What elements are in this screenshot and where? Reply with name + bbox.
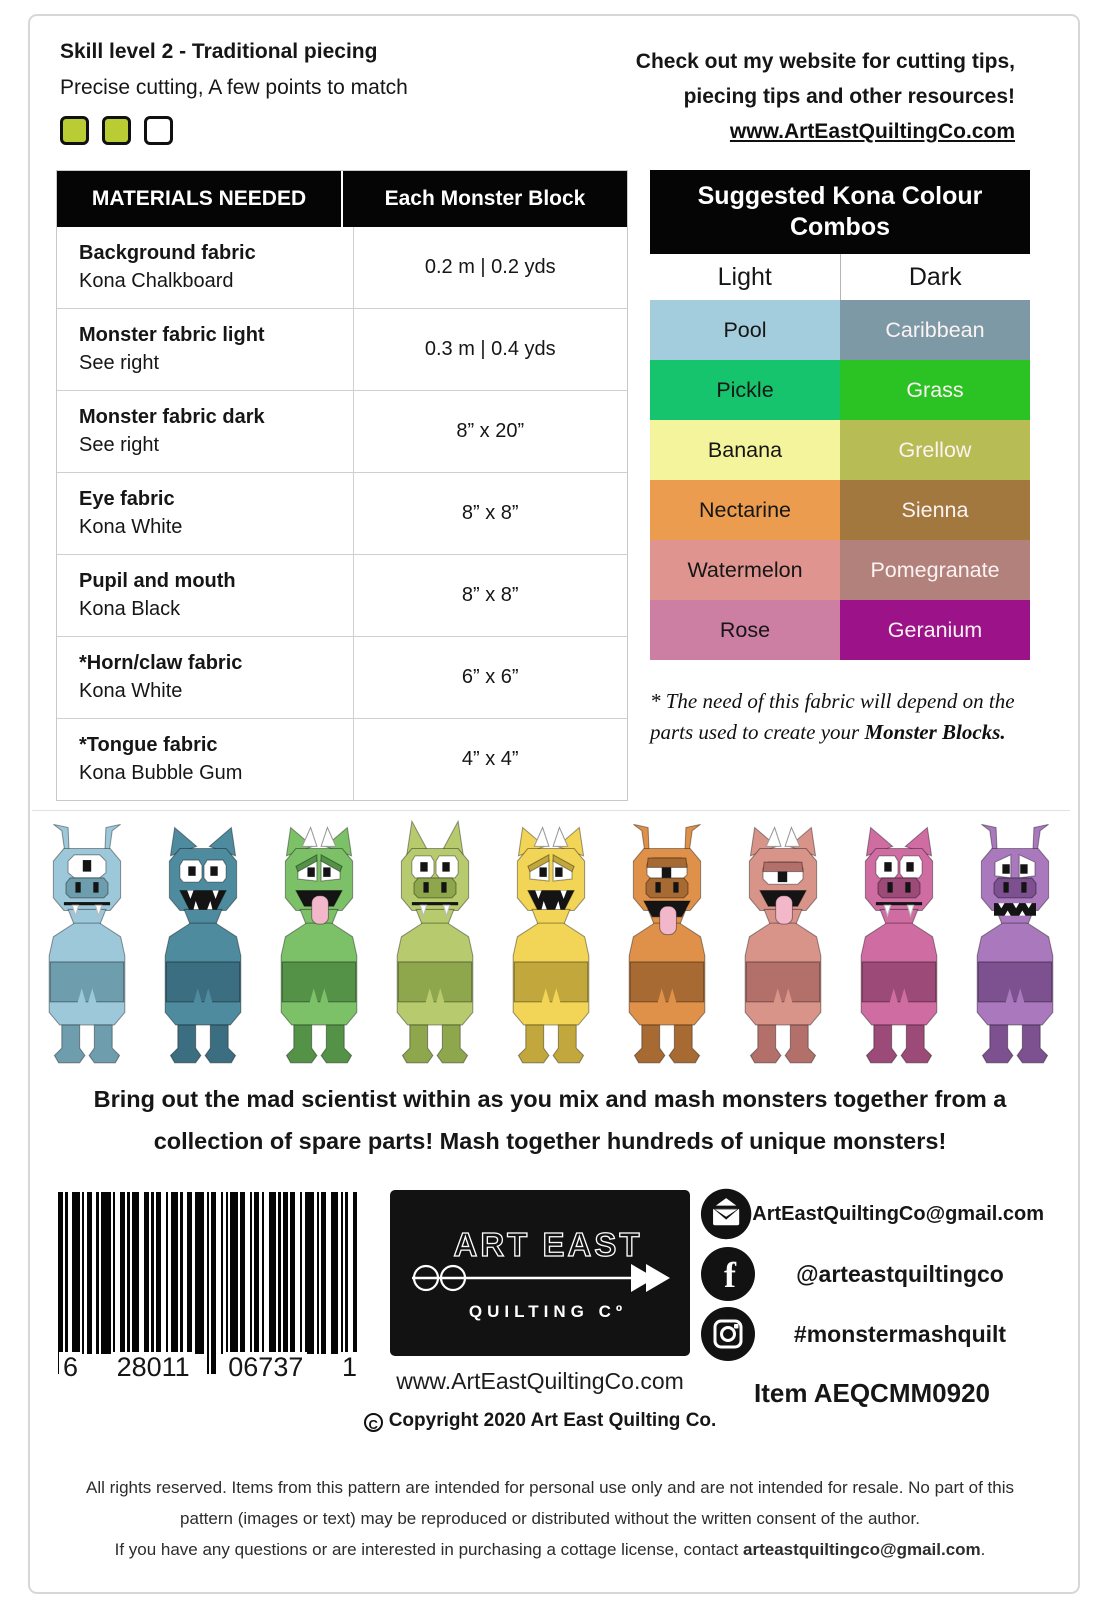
kona-light-swatch: Pool — [650, 300, 840, 360]
art-east-logo — [390, 1190, 690, 1356]
material-name-cell — [57, 719, 353, 800]
skill-squares — [60, 116, 408, 145]
barcode-bar — [240, 1192, 245, 1354]
caribbean-monster — [148, 817, 258, 1067]
barcode — [58, 1192, 362, 1383]
barcode-bar — [166, 1192, 168, 1354]
grass-monster — [264, 817, 374, 1067]
material-name-cell — [57, 637, 353, 718]
material-amount: 8” x 20” — [353, 391, 628, 472]
footer-website: www.ArtEastQuiltingCo.com — [396, 1368, 684, 1394]
kona-rows — [650, 300, 1030, 660]
barcode-bar — [341, 1192, 343, 1354]
barcode-bar — [321, 1192, 326, 1354]
tagline — [0, 1078, 1100, 1162]
material-name: Eye fabric — [79, 488, 175, 510]
materials-table-header — [57, 171, 627, 227]
social-row — [700, 1184, 1044, 1244]
item-number: Item AEQCMM0920 — [754, 1378, 990, 1408]
materials-row — [57, 227, 627, 308]
material-name-cell — [57, 473, 353, 554]
monster-illustrations — [32, 810, 1070, 1064]
barcode-bar — [82, 1192, 84, 1354]
material-amount: 4” x 4” — [353, 719, 628, 800]
footnote-bold: Monster Blocks. — [864, 720, 1006, 744]
material-amount: 6” x 6” — [353, 637, 628, 718]
materials-row — [57, 472, 627, 554]
kona-row — [650, 360, 1030, 420]
kona-light-swatch: Watermelon — [650, 540, 840, 600]
barcode-bar — [58, 1192, 63, 1374]
barcode-bar — [171, 1192, 178, 1354]
material-name-cell — [57, 227, 353, 308]
barcode-bars — [58, 1192, 362, 1374]
barcode-digit-group: 06737 — [224, 1352, 307, 1383]
barcode-bar — [101, 1192, 111, 1354]
barcode-bar — [151, 1192, 153, 1354]
watermelon-monster — [728, 817, 838, 1067]
legal-line-3: If you have any questions or are interested in purchasing a cottage license, contact arteastquiltingco@gmail.com. — [114, 1540, 986, 1559]
skill-level-block — [60, 40, 408, 145]
copyright-text: Copyright 2020 Art East Quilting Co. — [388, 1410, 717, 1431]
material-amount: 0.2 m | 0.2 yds — [353, 227, 628, 308]
barcode-bar — [345, 1192, 347, 1374]
social-links — [700, 1184, 1044, 1364]
barcode-bar — [254, 1192, 259, 1354]
footnote-text: * The need of this fabric will depend on the parts used to create your — [650, 689, 1015, 744]
facebook-icon — [700, 1246, 756, 1302]
instagram-icon — [700, 1306, 756, 1362]
barcode-digit-group: 6 — [59, 1352, 82, 1383]
material-amount: 8” x 8” — [353, 555, 628, 636]
barcode-bar — [262, 1192, 264, 1354]
kona-dark-swatch: Grellow — [840, 420, 1030, 480]
barcode-bar — [65, 1192, 67, 1374]
barcode-digit-group: 1 — [338, 1352, 361, 1383]
barcode-bar — [156, 1192, 161, 1354]
kona-light-swatch: Pickle — [650, 360, 840, 420]
skill-level-title: Skill level 2 - Traditional piecing — [60, 40, 378, 63]
barcode-digit-group: 28011 — [113, 1352, 194, 1383]
materials-row — [57, 390, 627, 472]
barcode-bar — [278, 1192, 280, 1354]
barcode-bar — [187, 1192, 192, 1354]
skill-level-subtitle: Precise cutting, A few points to match — [60, 76, 408, 99]
barcode-bar — [132, 1192, 139, 1354]
material-name: *Tongue fabric — [79, 734, 218, 756]
barcode-bar — [87, 1192, 92, 1354]
material-detail: Kona White — [79, 516, 183, 538]
copyright-symbol: C — [364, 1413, 383, 1432]
kona-dark-swatch: Sienna — [840, 480, 1030, 540]
material-name: Pupil and mouth — [79, 570, 236, 592]
kona-dark-swatch: Geranium — [840, 600, 1030, 660]
website-link[interactable]: www.ArtEastQuiltingCo.com — [729, 120, 1015, 143]
materials-rows — [57, 227, 627, 800]
material-amount: 8” x 8” — [353, 473, 628, 554]
barcode-bar — [290, 1192, 295, 1354]
nectarine-monster — [612, 817, 722, 1067]
material-name: *Horn/claw fabric — [79, 652, 243, 674]
material-detail: See right — [79, 434, 160, 456]
barcode-bar — [221, 1192, 223, 1354]
barcode-bar — [113, 1192, 115, 1354]
logo-subtitle: QUILTING Cº — [468, 1302, 628, 1321]
kona-column-light: Light — [717, 262, 772, 291]
materials-row — [57, 636, 627, 718]
material-name: Monster fabric light — [79, 324, 265, 346]
kona-light-swatch: Nectarine — [650, 480, 840, 540]
kona-column-dark: Dark — [840, 254, 1031, 300]
legal-line-1: All rights reserved. Items from this pattern are intended for personal use only and are not intended for resale. No part of this — [86, 1478, 1014, 1497]
barcode-bar — [269, 1192, 276, 1354]
barcode-bar — [207, 1192, 209, 1374]
kona-table-title: Suggested Kona Colour Combos — [650, 170, 1030, 254]
kona-dark-swatch: Caribbean — [840, 300, 1030, 360]
materials-header-left: MATERIALS NEEDED — [91, 187, 307, 210]
materials-header-right: Each Monster Block — [341, 171, 627, 227]
tagline-line-1: Bring out the mad scientist within as you mix and mash monsters together from a — [93, 1086, 1007, 1112]
material-name-cell — [57, 309, 353, 390]
promo-line-1: Check out my website for cutting tips, — [635, 50, 1015, 73]
material-detail: Kona Chalkboard — [79, 270, 234, 292]
barcode-bar — [317, 1192, 319, 1354]
legal-text — [0, 1472, 1100, 1565]
barcode-bar — [283, 1192, 288, 1354]
kona-row — [650, 600, 1030, 660]
barcode-bar — [230, 1192, 237, 1354]
fabric-footnote — [650, 686, 1036, 748]
kona-dark-swatch: Pomegranate — [840, 540, 1030, 600]
kona-row — [650, 540, 1030, 600]
geranium-monster — [960, 817, 1070, 1067]
barcode-bar — [353, 1192, 358, 1374]
kona-row — [650, 420, 1030, 480]
kona-combos-table — [650, 170, 1030, 660]
barcode-bar — [72, 1192, 79, 1354]
kona-light-swatch: Rose — [650, 600, 840, 660]
social-row — [700, 1244, 1044, 1304]
skill-level-square — [102, 116, 131, 145]
material-name: Monster fabric dark — [79, 406, 265, 428]
kona-dark-swatch: Grass — [840, 360, 1030, 420]
copyright-line — [360, 1410, 720, 1432]
social-handle: #monstermashquilt — [793, 1320, 1007, 1347]
social-handle: @arteastquiltingco — [796, 1260, 1004, 1287]
barcode-bar — [226, 1192, 228, 1354]
barcode-bar — [144, 1192, 149, 1354]
social-handle: ArtEastQuiltingCo@gmail.com — [752, 1202, 1044, 1225]
barcode-bar — [305, 1192, 315, 1354]
grellow-monster — [380, 817, 490, 1067]
banana-monster — [496, 817, 606, 1067]
barcode-bar — [120, 1192, 125, 1354]
kona-row — [650, 480, 1030, 540]
barcode-bar — [180, 1192, 182, 1354]
barcode-bar — [300, 1192, 302, 1354]
skill-level-square — [60, 116, 89, 145]
barcode-bar — [195, 1192, 205, 1354]
promo-line-2: piecing tips and other resources! — [683, 85, 1015, 108]
social-row — [700, 1304, 1044, 1364]
skill-level-square — [144, 116, 173, 145]
material-detail: Kona White — [79, 680, 183, 702]
material-name-cell — [57, 391, 353, 472]
svg-text:f: f — [724, 1255, 736, 1295]
kona-row — [650, 300, 1030, 360]
barcode-bar — [250, 1192, 252, 1354]
email-icon — [700, 1186, 752, 1242]
barcode-bar — [96, 1192, 98, 1354]
materials-row — [57, 308, 627, 390]
material-detail: Kona Bubble Gum — [79, 762, 243, 784]
material-detail: Kona Black — [79, 598, 181, 620]
material-name: Background fabric — [79, 242, 256, 264]
kona-light-swatch: Banana — [650, 420, 840, 480]
material-detail: See right — [79, 352, 160, 374]
barcode-digits — [58, 1352, 362, 1383]
tagline-line-2: collection of spare parts! Mash together hundreds of unique monsters! — [153, 1128, 947, 1154]
material-name-cell — [57, 555, 353, 636]
legal-line-2: pattern (images or text) may be reproduced or distributed without the written consent of the author. — [180, 1509, 920, 1528]
rose-monster — [844, 817, 954, 1067]
barcode-bar — [127, 1192, 129, 1354]
barcode-bar — [331, 1192, 338, 1354]
logo-title: ART EAST — [453, 1226, 643, 1263]
materials-table — [56, 170, 628, 801]
material-amount: 0.3 m | 0.4 yds — [353, 309, 628, 390]
barcode-bar — [211, 1192, 216, 1374]
materials-row — [57, 718, 627, 800]
kona-column-headers — [650, 254, 1030, 300]
website-promo — [636, 44, 1015, 149]
pool-monster — [32, 817, 142, 1067]
materials-row — [57, 554, 627, 636]
